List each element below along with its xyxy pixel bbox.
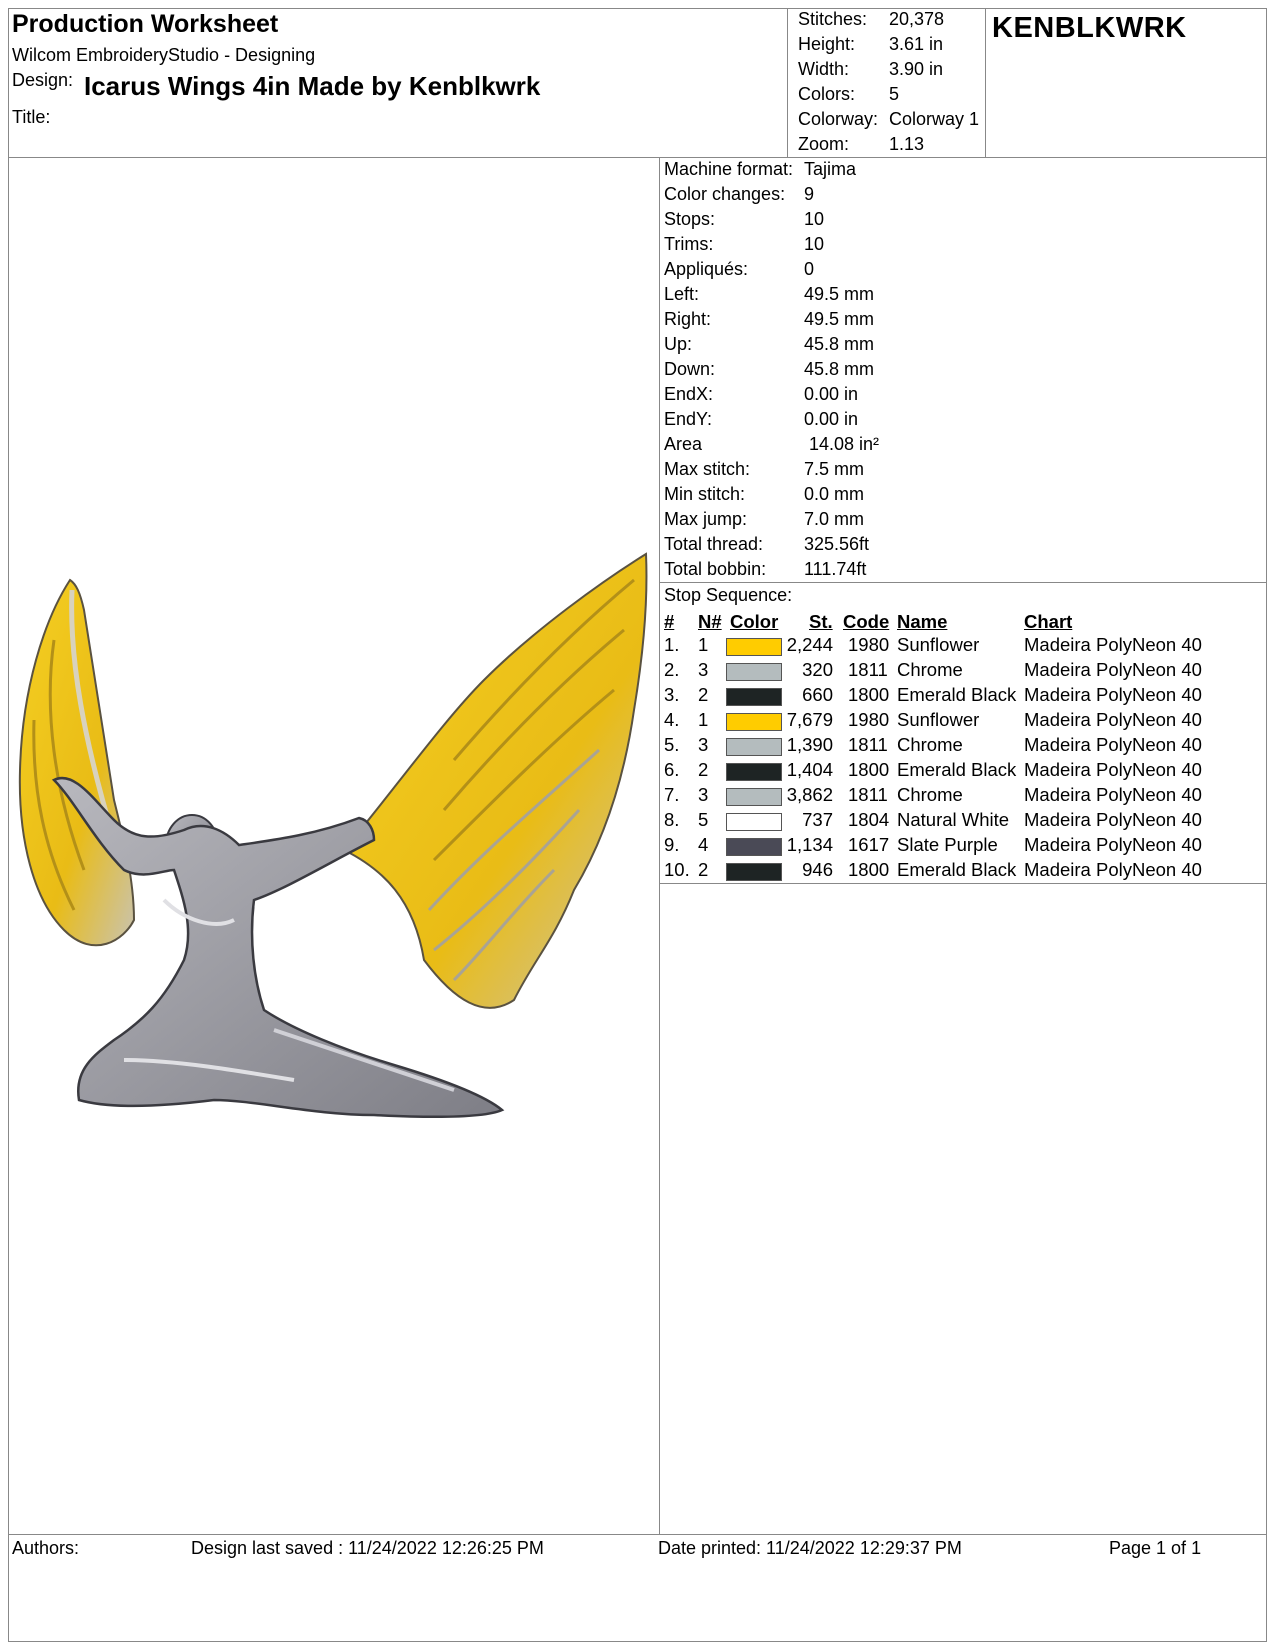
detail-label: Min stitch: (664, 484, 746, 504)
left-wing (20, 580, 134, 945)
needle-number: 1 (698, 709, 709, 730)
summary-left-divider (787, 8, 788, 157)
thread-code: 1800 (848, 759, 890, 780)
software-name: Wilcom EmbroideryStudio - Designing (12, 45, 316, 65)
thread-chart: Madeira PolyNeon 40 (1024, 759, 1202, 780)
detail-value: Tajima (804, 159, 857, 179)
col-num: # (664, 611, 675, 632)
zoom-label: Zoom: (798, 134, 850, 154)
detail-value: 10 (804, 209, 825, 229)
thread-chart: Madeira PolyNeon 40 (1024, 859, 1202, 880)
color-swatch (726, 738, 782, 756)
color-swatch (726, 638, 782, 656)
needle-number: 4 (698, 834, 709, 855)
stitch-count: 3,862 (786, 784, 833, 805)
thread-chart: Madeira PolyNeon 40 (1024, 634, 1202, 655)
row-number: 3. (664, 684, 680, 705)
thread-name: Chrome (897, 784, 963, 805)
zoom-value: 1.13 (889, 134, 925, 154)
col-name: Name (897, 611, 948, 632)
thread-name: Natural White (897, 809, 1010, 830)
thread-code: 1800 (848, 859, 890, 880)
thread-code: 1617 (848, 834, 890, 855)
height-value: 3.61 in (889, 34, 944, 54)
thread-chart: Madeira PolyNeon 40 (1024, 809, 1202, 830)
design-preview (14, 540, 654, 1140)
stitch-count: 660 (802, 684, 833, 705)
thread-chart: Madeira PolyNeon 40 (1024, 659, 1202, 680)
color-swatch (726, 688, 782, 706)
detail-value: 45.8 mm (804, 359, 875, 379)
design-name: Icarus Wings 4in Made by Kenblkwrk (84, 71, 541, 101)
needle-number: 2 (698, 759, 709, 780)
detail-label: Color changes: (664, 184, 786, 204)
stitch-count: 7,679 (786, 709, 833, 730)
colors-label: Colors: (798, 84, 856, 104)
last-saved: Design last saved : 11/24/2022 12:26:25 PM (191, 1538, 544, 1558)
thread-chart: Madeira PolyNeon 40 (1024, 734, 1202, 755)
col-code: Code (843, 611, 890, 632)
stitch-count: 320 (802, 659, 833, 680)
details-divider (659, 582, 1267, 583)
needle-number: 3 (698, 659, 709, 680)
detail-label: EndY: (664, 409, 713, 429)
thread-name: Slate Purple (897, 834, 998, 855)
thread-code: 1811 (848, 784, 888, 805)
stitch-count: 737 (802, 809, 833, 830)
color-swatch (726, 763, 782, 781)
stitches-label: Stitches: (798, 9, 868, 29)
stitch-count: 1,390 (786, 734, 833, 755)
detail-value: 9 (804, 184, 815, 204)
stitches-value: 20,378 (889, 9, 945, 29)
detail-label: Machine format: (664, 159, 794, 179)
detail-value: 49.5 mm (804, 284, 875, 304)
detail-value: 0.00 in (804, 384, 859, 404)
row-number: 7. (664, 784, 680, 805)
detail-label: Max jump: (664, 509, 748, 529)
title-label: Title: (12, 107, 51, 127)
detail-label: Max stitch: (664, 459, 751, 479)
needle-number: 1 (698, 634, 709, 655)
thread-code: 1980 (848, 709, 890, 730)
thread-name: Sunflower (897, 709, 980, 730)
thread-code: 1804 (848, 809, 890, 830)
stitch-count: 1,404 (786, 759, 833, 780)
col-color: Color (730, 611, 779, 632)
detail-value: 7.0 mm (804, 509, 865, 529)
thread-name: Chrome (897, 734, 963, 755)
detail-label: EndX: (664, 384, 714, 404)
needle-number: 3 (698, 784, 709, 805)
needle-number: 2 (698, 684, 709, 705)
thread-chart: Madeira PolyNeon 40 (1024, 709, 1202, 730)
row-number: 4. (664, 709, 680, 730)
stitch-count: 2,244 (786, 634, 833, 655)
detail-label: Left: (664, 284, 700, 304)
date-printed: Date printed: 11/24/2022 12:29:37 PM (658, 1538, 962, 1558)
thread-name: Emerald Black (897, 684, 1017, 705)
detail-value: 14.08 in² (804, 434, 880, 454)
thread-code: 1811 (848, 659, 888, 680)
col-stitches: St. (809, 611, 833, 632)
detail-label: Area (664, 434, 703, 454)
thread-name: Chrome (897, 659, 963, 680)
detail-value: 0.00 in (804, 409, 859, 429)
thread-name: Sunflower (897, 634, 980, 655)
detail-value: 45.8 mm (804, 334, 875, 354)
row-number: 5. (664, 734, 680, 755)
brand-logo: KENBLKWRK (992, 12, 1187, 44)
detail-value: 111.74ft (804, 559, 867, 579)
row-number: 10. (664, 859, 690, 880)
colors-value: 5 (889, 84, 900, 104)
width-value: 3.90 in (889, 59, 944, 79)
detail-label: Down: (664, 359, 716, 379)
stitch-count: 1,134 (786, 834, 833, 855)
color-swatch (726, 663, 782, 681)
color-swatch (726, 838, 782, 856)
footer-divider (8, 1534, 1267, 1535)
stop-sequence-label: Stop Sequence: (664, 585, 793, 605)
logo-divider (985, 8, 986, 157)
thread-code: 1980 (848, 634, 890, 655)
row-number: 6. (664, 759, 680, 780)
detail-value: 0 (804, 259, 815, 279)
detail-label: Total bobbin: (664, 559, 767, 579)
col-chart: Chart (1024, 611, 1073, 632)
detail-label: Stops: (664, 209, 716, 229)
detail-value: 10 (804, 234, 825, 254)
width-label: Width: (798, 59, 850, 79)
needle-number: 2 (698, 859, 709, 880)
right-wing (344, 554, 647, 1008)
row-number: 1. (664, 634, 680, 655)
detail-value: 49.5 mm (804, 309, 875, 329)
color-swatch (726, 863, 782, 881)
detail-label: Total thread: (664, 534, 764, 554)
colorway-label: Colorway: (798, 109, 879, 129)
needle-number: 3 (698, 734, 709, 755)
page-number: Page 1 of 1 (1109, 1538, 1202, 1558)
color-swatch (726, 713, 782, 731)
authors-label: Authors: (12, 1538, 80, 1558)
row-number: 9. (664, 834, 680, 855)
col-needle: N# (698, 611, 722, 632)
stitch-count: 946 (802, 859, 833, 880)
page-title: Production Worksheet (12, 10, 279, 38)
color-swatch (726, 813, 782, 831)
detail-value: 7.5 mm (804, 459, 865, 479)
height-label: Height: (798, 34, 856, 54)
detail-label: Appliqués: (664, 259, 749, 279)
thread-chart: Madeira PolyNeon 40 (1024, 784, 1202, 805)
detail-value: 325.56ft (804, 534, 870, 554)
thread-chart: Madeira PolyNeon 40 (1024, 834, 1202, 855)
detail-label: Trims: (664, 234, 714, 254)
thread-name: Emerald Black (897, 859, 1017, 880)
detail-value: 0.0 mm (804, 484, 865, 504)
row-number: 8. (664, 809, 680, 830)
detail-label: Right: (664, 309, 712, 329)
needle-number: 5 (698, 809, 709, 830)
thread-name: Emerald Black (897, 759, 1017, 780)
design-label: Design: (12, 70, 74, 90)
color-swatch (726, 788, 782, 806)
thread-chart: Madeira PolyNeon 40 (1024, 684, 1202, 705)
thread-code: 1800 (848, 684, 890, 705)
thread-code: 1811 (848, 734, 888, 755)
row-number: 2. (664, 659, 680, 680)
colorway-value: Colorway 1 (889, 109, 980, 129)
detail-label: Up: (664, 334, 693, 354)
header-divider (8, 157, 1267, 158)
